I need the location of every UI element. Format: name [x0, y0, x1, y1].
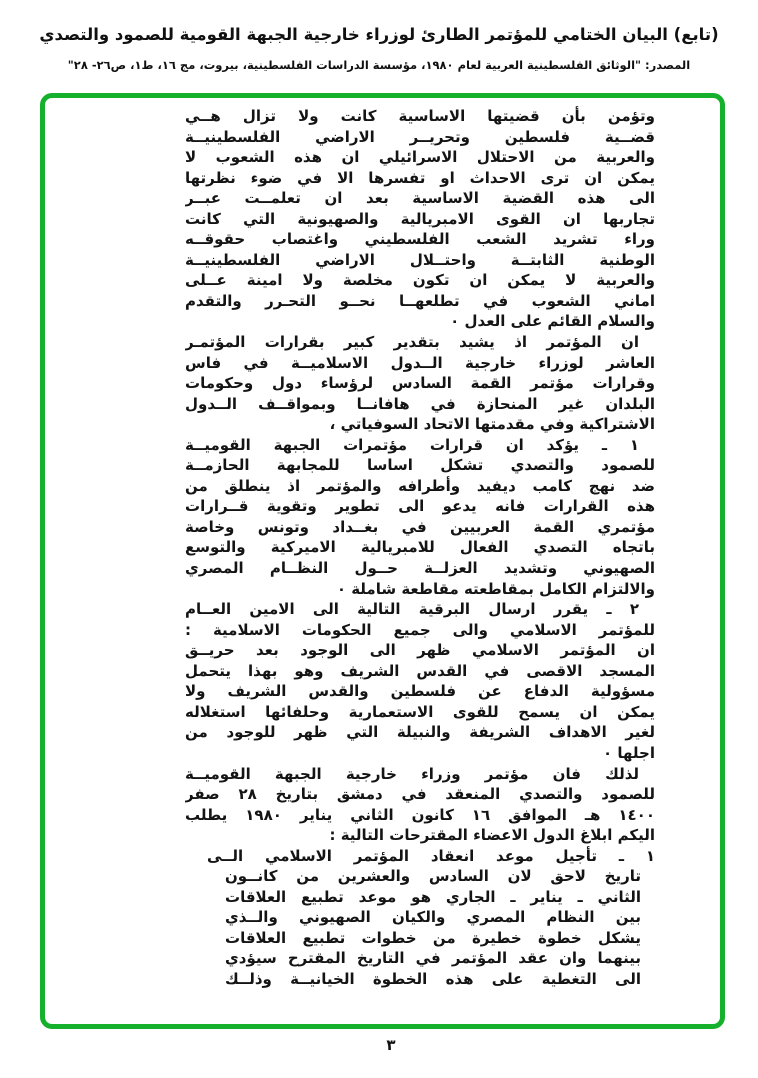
text-line: ٢ ـ يقرر ارسال البرقية التالية الى الامين العــام	[185, 600, 639, 619]
page-number: ٣	[386, 1036, 396, 1054]
text-line: ضد نهج كامب ديفيد وأطرافه والمؤتمر اذ ينطلق من	[185, 476, 655, 495]
text-line: لغير الاهداف الشريفة والنبيلة التي ظهر للوجود من	[185, 723, 655, 742]
text-line: تجاربها ان القوى الامبريالية والصهيونية التي كانت	[185, 209, 655, 228]
text-line: اليكم ابلاغ الدول الاعضاء المقترحات التالية :	[329, 826, 655, 845]
text-line: اماني الشعوب في تطلعهــا نحــو التحـرر والتقدم	[185, 291, 655, 310]
text-line: للصمود والتصدي تشكل اساسا للمجابهة الحازمــة	[185, 456, 655, 475]
text-line: يمكن ان ترى الاحداث او تفسرها الا في ضوء نظرتها	[185, 168, 655, 187]
text-line: تاريخ لاحق لان السادس والعشرين من كانــون	[225, 867, 641, 886]
text-line: ١ ـ يؤكد ان قرارات مؤتمرات الجبهة القوميــة	[185, 435, 639, 454]
text-line: وراء تشريد الشعب الفلسطيني واغتصاب حقوقــه	[185, 230, 655, 249]
text-line: ١٤٠٠ هـ الموافق ١٦ كانون الثاني يناير ١٩٨٠ يطلب	[185, 805, 655, 824]
document-title: (تابع) البيان الختامي للمؤتمر الطارئ لوزراء خارجية الجبهة القومية للصمود والتصدي	[39, 25, 719, 44]
text-line: والعربية لا يمكن ان تكون مخلصة ولا امينة عــلى	[185, 271, 655, 290]
text-line: يشكل خطوة خطيرة من خطوات تطبيع العلاقات	[225, 928, 641, 947]
text-line: اجلها ٠	[603, 743, 655, 762]
text-line: للمؤتمر الاسلامي والى جميع الحكومات الاسلامية :	[185, 620, 655, 639]
text-line: قضــية فلسطين وتحريــر الاراضي الفلسطينيــة	[185, 127, 655, 146]
text-line: ان المؤتمر الاسلامي ظهر الى الوجود بعد حريــق	[185, 641, 655, 660]
text-line: العاشر لوزراء خارجية الــدول الاسلاميــة في فاس	[185, 353, 655, 372]
text-line: ان المؤتمر اذ يشيد بتقدير كبير بقرارات المؤتمـر	[185, 333, 639, 352]
text-line: بين النظام المصري والكيان الصهيوني والــذي	[225, 908, 641, 927]
text-line: باتجاه التصدي الفعال للامبريالية الاميركية والتوسع	[185, 538, 655, 557]
text-line: مسؤولية الدفاع عن فلسطين والقدس الشريف ولا	[185, 682, 655, 701]
text-line: الاشتراكية وفي مقدمتها الاتحاد السوفياتي ،	[329, 415, 655, 434]
text-line: بينهما وان عقد المؤتمر في التاريخ المقترح سيؤدي	[225, 949, 641, 968]
text-line: والعربية من الاحتلال الاسرائيلي ان هذه الشعوب لا	[185, 148, 655, 167]
text-line: والسلام القائم على العدل ٠	[450, 312, 655, 331]
text-line: الى هذه القضية الاساسية بعد ان تعلمــت عبــر	[185, 189, 655, 208]
text-line: للصمود والتصدي المنعقد في دمشق بتاريخ ٢٨ صفر	[185, 785, 655, 804]
text-line: الثاني ـ يناير ـ الجاري هو موعد تطبيع العلاقات	[225, 887, 641, 906]
text-line: مؤتمري القمة العربيين في بغــداد وتونس وخاصة	[185, 517, 655, 536]
text-body	[185, 106, 655, 990]
text-line: والالتزام الكامل بمقاطعته مقاطعة شاملة ٠	[336, 579, 655, 598]
text-line: هذه القرارات فانه يدعو الى تطوير وتقوية قــرارات	[185, 497, 655, 516]
text-line: وتؤمن بأن قضيتها الاساسية كانت ولا تزال هــي	[185, 107, 655, 125]
document-source-citation: المصدر: "الوثائق الفلسطينية العربية لعام ١٩٨٠، مؤسسة الدراسات الفلسطينية، بيروت، مج ١٦، ط١، ص٢٦- ٢٨"	[67, 58, 691, 72]
text-line: الصهيوني وتشديد العزلــة حــول النظــام المصري	[185, 559, 655, 578]
text-line: البلدان غير المنحازة في هافانــا وبمواقــف الــدول	[185, 394, 655, 413]
text-line: يمكن ان يسمح للقوى الاستعمارية وحلفائها استغلاله	[185, 702, 655, 721]
text-line: وقرارات مؤتمر القمة السادس لرؤساء دول وحكومات	[185, 374, 655, 393]
text-line: الوطنية الثابتــة واحتــلال الاراضي الفلسطينيــة	[185, 250, 655, 269]
text-line: ١ ـ تأجيل موعد انعقاد المؤتمر الاسلامي الــى	[207, 846, 655, 865]
text-line: الى التغطية على هذه الخطوة الخيانيــة وذلــك	[225, 969, 641, 988]
text-line: لذلك فان مؤتمر وزراء خارجية الجبهة القوميــة	[185, 764, 639, 783]
text-line: المسجد الاقصى في القدس الشريف وهو بهذا يتحمل	[185, 661, 655, 680]
